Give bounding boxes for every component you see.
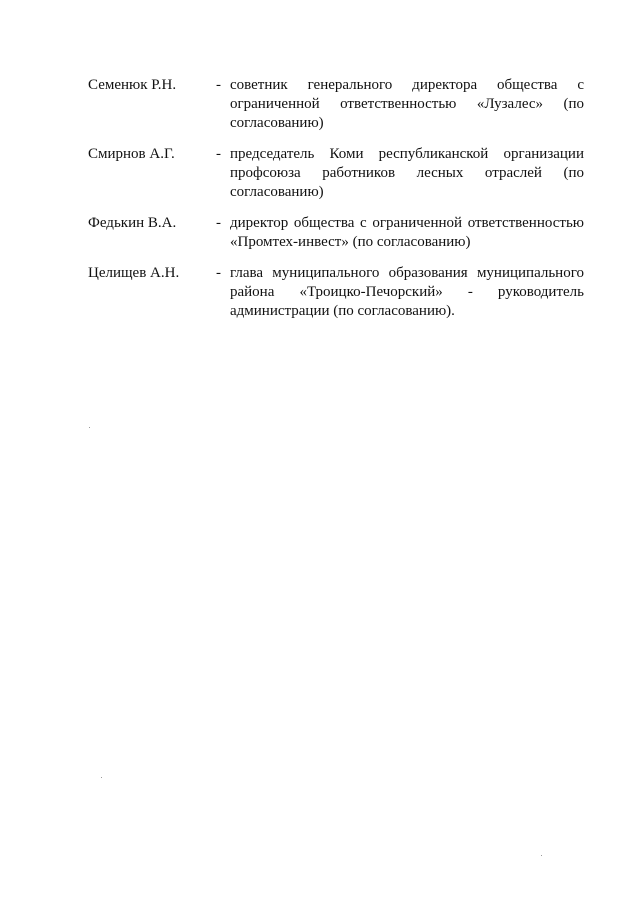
member-position: председатель Коми республиканской организации профсоюза работников лесных отраслей (по согласованию) [230,146,584,200]
member-position: глава муниципального образования муниципального района «Троицко-Печорский» - руководитель администрации (по согласованию). [230,265,584,319]
member-name: Федькин В.А. [88,215,177,231]
list-item [88,214,584,252]
scan-speck [89,427,90,428]
separator-dash: - [216,77,221,93]
member-position: директор общества с ограниченной ответственностью «Промтех-инвест» (по согласованию) [230,215,584,250]
list-item [88,264,584,321]
separator-dash: - [216,265,221,281]
member-name: Семенюк Р.Н. [88,77,177,93]
scan-speck [541,855,542,856]
member-name: Целищев А.Н. [88,265,180,281]
member-position: советник генерального директора общества с ограниченной ответственностью «Лузалес» (по согласованию) [230,77,584,131]
member-name: Смирнов А.Г. [88,146,175,162]
list-item [88,145,584,202]
separator-dash: - [216,215,221,231]
scan-speck [101,777,102,778]
list-item [88,76,584,133]
separator-dash: - [216,146,221,162]
members-list [88,76,584,333]
